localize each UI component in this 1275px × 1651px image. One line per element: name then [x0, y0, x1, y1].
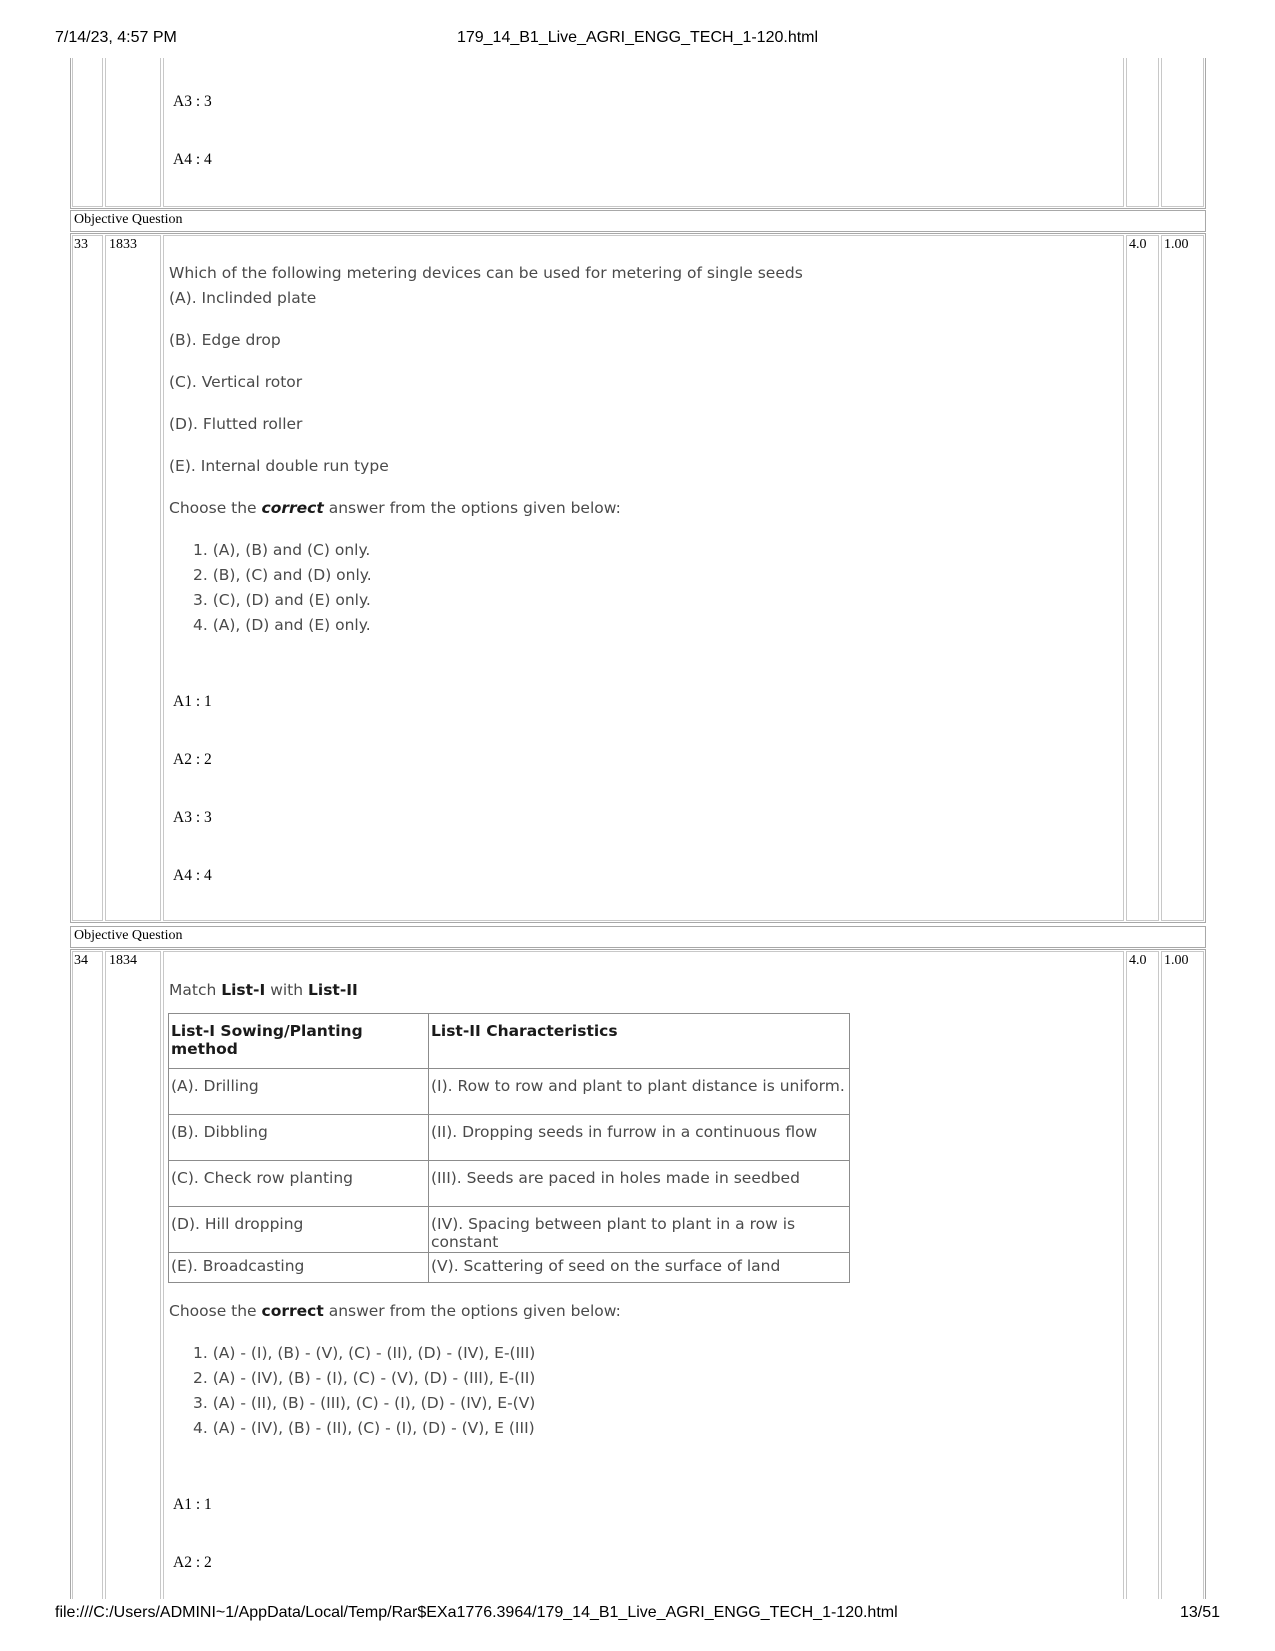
- marks-cell: [1126, 235, 1159, 921]
- match-table-header: [169, 1014, 850, 1069]
- answer-choice: 4. (A), (D) and (E) only.: [193, 616, 371, 634]
- list-2-cell: (II). Dropping seeds in furrow in a continuous flow: [429, 1115, 850, 1161]
- choose-instruction: Choose the correct answer from the options given below:: [169, 1302, 621, 1320]
- section-label-row: [70, 926, 1206, 948]
- answer-option: A1 : 1: [173, 1496, 212, 1513]
- question-text: Match List-I with List-II: [169, 981, 358, 999]
- question-item: (D). Flutted roller: [169, 415, 303, 433]
- match-table-heading: List-I Sowing/Planting method: [169, 1014, 429, 1069]
- answer-choice: 4. (A) - (IV), (B) - (II), (C) - (I), (D) - (V), E (III): [193, 1419, 535, 1437]
- question-negative-marks: 1.00: [1164, 953, 1189, 968]
- list-2-cell: (I). Row to row and plant to plant distance is uniform.: [429, 1069, 850, 1115]
- list-2-cell: (V). Scattering of seed on the surface of land: [429, 1253, 850, 1283]
- question-serial-number: 34: [74, 953, 88, 968]
- answer-choice: 2. (B), (C) and (D) only.: [193, 566, 372, 584]
- list-2-cell: (IV). Spacing between plant to plant in a row is constant: [429, 1207, 850, 1253]
- answer-option: A4 : 4: [173, 867, 212, 884]
- list-1-cell: (B). Dibbling: [169, 1115, 429, 1161]
- list-2-cell: (III). Seeds are paced in holes made in seedbed: [429, 1161, 850, 1207]
- question-marks: 4.0: [1129, 953, 1147, 968]
- answer-choice: 1. (A) - (I), (B) - (V), (C) - (II), (D) - (IV), E-(III): [193, 1344, 536, 1362]
- prev-sno-cell: [72, 58, 103, 207]
- answer-option: A1 : 1: [173, 693, 212, 710]
- print-datetime: 7/14/23, 4:57 PM: [55, 29, 177, 46]
- section-label: Objective Question: [74, 928, 183, 943]
- question-serial-number: 33: [74, 237, 88, 252]
- question-negative-marks: 1.00: [1164, 237, 1189, 252]
- answer-choice: 3. (A) - (II), (B) - (III), (C) - (I), (D) - (IV), E-(V): [193, 1394, 536, 1412]
- question-id: 1834: [109, 953, 137, 968]
- prev-qid-cell: [105, 58, 161, 207]
- answer-option: A2 : 2: [173, 751, 212, 768]
- sno-cell: [72, 951, 103, 1599]
- list-1-cell: (A). Drilling: [169, 1069, 429, 1115]
- prev-body-cell: [163, 58, 1124, 207]
- question-marks: 4.0: [1129, 237, 1147, 252]
- list-1-cell: (E). Broadcasting: [169, 1253, 429, 1283]
- negative-marks-cell: [1161, 235, 1204, 921]
- answer-choice: 2. (A) - (IV), (B) - (I), (C) - (V), (D) - (III), E-(II): [193, 1369, 536, 1387]
- negative-marks-cell: [1161, 951, 1204, 1599]
- match-table-row: [169, 1161, 850, 1207]
- match-table-row: [169, 1253, 850, 1283]
- question-item: (E). Internal double run type: [169, 457, 389, 475]
- question-item: (A). Inclinded plate: [169, 289, 317, 307]
- match-table-row: [169, 1207, 850, 1253]
- print-footer: [55, 1604, 1220, 1626]
- question-item: (B). Edge drop: [169, 331, 281, 349]
- section-label: Objective Question: [74, 212, 183, 227]
- answer-choice: 3. (C), (D) and (E) only.: [193, 591, 371, 609]
- list-1-cell: (D). Hill dropping: [169, 1207, 429, 1253]
- match-table-heading: List-II Characteristics: [429, 1014, 850, 1069]
- qid-cell: [105, 235, 161, 921]
- answer-option: A3 : 3: [173, 93, 212, 110]
- answer-option: A4 : 4: [173, 151, 212, 168]
- question-item: (C). Vertical rotor: [169, 373, 303, 391]
- answer-choice: 1. (A), (B) and (C) only.: [193, 541, 371, 559]
- prev-marks-cell: [1126, 58, 1159, 207]
- question-text: Which of the following metering devices can be used for metering of single seeds: [169, 264, 803, 282]
- print-title: 179_14_B1_Live_AGRI_ENGG_TECH_1-120.html: [456, 29, 819, 46]
- section-label-row: [70, 210, 1206, 232]
- answer-option: A3 : 3: [173, 809, 212, 826]
- match-table: [168, 1013, 850, 1283]
- sno-cell: [72, 235, 103, 921]
- answer-option: A2 : 2: [173, 1554, 212, 1571]
- page-number: 13/51: [1179, 1604, 1220, 1621]
- qid-cell: [105, 951, 161, 1599]
- print-header: [55, 29, 1220, 51]
- question-id: 1833: [109, 237, 137, 252]
- file-path: file:///C:/Users/ADMINI~1/AppData/Local/Temp/Rar$EXa1776.3964/179_14_B1_Live_AGRI_ENGG_TECH_1-120.html: [55, 1604, 898, 1621]
- marks-cell: [1126, 951, 1159, 1599]
- prev-neg-cell: [1161, 58, 1204, 207]
- match-table-row: [169, 1115, 850, 1161]
- choose-instruction: Choose the correct answer from the options given below:: [169, 499, 621, 517]
- list-1-cell: (C). Check row planting: [169, 1161, 429, 1207]
- match-table-row: [169, 1069, 850, 1115]
